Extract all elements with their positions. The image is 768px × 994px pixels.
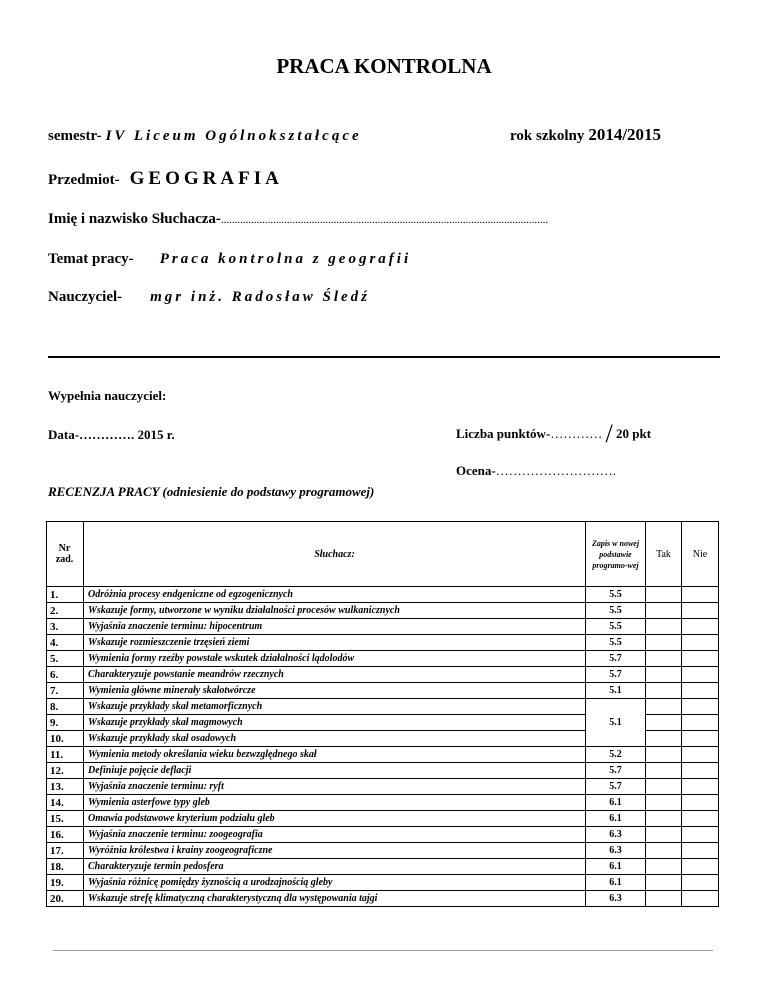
semester-value: IV Liceum Ogólnokształcące: [105, 128, 362, 144]
semester-row: [48, 127, 362, 145]
points-slash: /: [605, 419, 613, 448]
row-no-cell[interactable]: [682, 843, 719, 859]
row-yes-cell[interactable]: [646, 891, 682, 907]
row-nr: 13.: [47, 779, 84, 795]
page-title: PRACA KONTROLNA: [276, 54, 492, 78]
row-code: 6.1: [586, 811, 646, 827]
row-no-cell[interactable]: [682, 587, 719, 603]
row-desc: Wskazuje przykłady skał magmowych: [84, 715, 586, 731]
header-desc: Słuchacz:: [84, 522, 586, 587]
table-row: [47, 587, 719, 603]
row-yes-cell[interactable]: [646, 843, 682, 859]
row-nr: 16.: [47, 827, 84, 843]
row-nr: 9.: [47, 715, 84, 731]
row-nr: 18.: [47, 859, 84, 875]
row-nr: 3.: [47, 619, 84, 635]
row-desc: Wyjaśnia różnicę pomiędzy żyznością a urodzajnością gleby: [84, 875, 586, 891]
review-title: RECENZJA PRACY (odniesienie do podstawy programowej): [48, 484, 375, 499]
row-no-cell[interactable]: [682, 763, 719, 779]
row-nr: 15.: [47, 811, 84, 827]
subject-label: Przedmiot-: [48, 172, 120, 188]
teacher-row: [48, 288, 370, 306]
row-nr: 5.: [47, 651, 84, 667]
row-no-cell[interactable]: [682, 715, 719, 731]
header-no: Nie: [682, 522, 719, 587]
row-code: 5.5: [586, 587, 646, 603]
row-no-cell[interactable]: [682, 811, 719, 827]
table-row: [47, 779, 719, 795]
row-no-cell[interactable]: [682, 683, 719, 699]
row-desc: Wskazuje formy, utworzone w wyniku działalności procesów wulkanicznych: [84, 603, 586, 619]
date-dots: …………. 2015 r.: [79, 427, 175, 442]
row-yes-cell[interactable]: [646, 651, 682, 667]
row-desc: Wymienia główne minerały skałotwórcze: [84, 683, 586, 699]
teacher-label: Nauczyciel-: [48, 289, 123, 305]
row-yes-cell[interactable]: [646, 683, 682, 699]
row-nr: 4.: [47, 635, 84, 651]
row-code: 6.3: [586, 827, 646, 843]
row-no-cell[interactable]: [682, 827, 719, 843]
row-nr: 6.: [47, 667, 84, 683]
school-year-row: [510, 125, 661, 145]
row-yes-cell[interactable]: [646, 779, 682, 795]
row-desc: Wskazuje przykłady skał metamorficznych: [84, 699, 586, 715]
row-desc: Definiuje pojęcie deflacji: [84, 763, 586, 779]
row-desc: Wymienia metody określania wieku bezwzględnego skał: [84, 747, 586, 763]
row-desc: Charakteryzuje termin pedosfera: [84, 859, 586, 875]
row-no-cell[interactable]: [682, 779, 719, 795]
school-year-label: rok szkolny: [510, 128, 585, 144]
row-no-cell[interactable]: [682, 651, 719, 667]
table-row: [47, 875, 719, 891]
table-row: [47, 619, 719, 635]
grade-row: [456, 463, 616, 479]
row-desc: Wskazuje rozmieszczenie trzęsień ziemi: [84, 635, 586, 651]
grade-label: Ocena-: [456, 463, 496, 478]
row-no-cell[interactable]: [682, 875, 719, 891]
date-label: Data-: [48, 427, 80, 442]
points-max: 20 pkt: [616, 426, 652, 441]
row-code: 5.5: [586, 603, 646, 619]
table-row: [47, 795, 719, 811]
row-code: 5.7: [586, 779, 646, 795]
row-nr: 8.: [47, 699, 84, 715]
points-label: Liczba punktów-: [456, 426, 551, 441]
row-code: 5.7: [586, 763, 646, 779]
row-yes-cell[interactable]: [646, 859, 682, 875]
date-row: [48, 427, 175, 443]
row-desc: Wyjaśnia znaczenie terminu: hipocentrum: [84, 619, 586, 635]
row-nr: 14.: [47, 795, 84, 811]
school-year-value: 2014/2015: [588, 125, 662, 144]
horizontal-divider: [48, 356, 720, 358]
row-yes-cell[interactable]: [646, 667, 682, 683]
row-yes-cell[interactable]: [646, 699, 682, 715]
row-code: 5.5: [586, 635, 646, 651]
row-code-merged: 5.1: [586, 699, 646, 747]
footer-divider: [53, 950, 713, 951]
table-row: [47, 683, 719, 699]
row-no-cell[interactable]: [682, 859, 719, 875]
topic-value: Praca kontrolna z geografii: [159, 251, 412, 267]
row-desc: Charakteryzuje powstanie meandrów rzecznych: [84, 667, 586, 683]
row-nr: 1.: [47, 587, 84, 603]
points-dots: …………: [550, 426, 603, 441]
row-no-cell[interactable]: [682, 619, 719, 635]
row-desc: Wyróżnia królestwa i krainy zoogeograficzne: [84, 843, 586, 859]
row-yes-cell[interactable]: [646, 635, 682, 651]
row-code: 6.1: [586, 875, 646, 891]
row-yes-cell[interactable]: [646, 763, 682, 779]
table-row: [47, 891, 719, 907]
row-code: 6.1: [586, 795, 646, 811]
row-desc: Omawia podstawowe kryterium podziału gleb: [84, 811, 586, 827]
row-no-cell[interactable]: [682, 891, 719, 907]
row-nr: 12.: [47, 763, 84, 779]
row-no-cell[interactable]: [682, 667, 719, 683]
semester-label: semestr-: [48, 128, 102, 144]
row-nr: 20.: [47, 891, 84, 907]
row-yes-cell[interactable]: [646, 875, 682, 891]
filled-by-label: Wypełnia nauczyciel:: [48, 388, 167, 403]
row-yes-cell[interactable]: [646, 587, 682, 603]
row-nr: 7.: [47, 683, 84, 699]
header-code: Zapis w nowej podstawie programo-wej: [586, 522, 646, 587]
row-desc: Wymienia asterfowe typy gleb: [84, 795, 586, 811]
row-code: 5.1: [586, 683, 646, 699]
table-row: [47, 635, 719, 651]
review-table: [46, 521, 719, 907]
row-desc: Wskazuje strefę klimatyczną charakterystyczną dla występowania tajgi: [84, 891, 586, 907]
row-yes-cell[interactable]: [646, 811, 682, 827]
row-code: 6.3: [586, 843, 646, 859]
grade-dots: ……………………….: [495, 463, 616, 478]
header-yes: Tak: [646, 522, 682, 587]
table-row: [47, 859, 719, 875]
table-row: [47, 763, 719, 779]
row-no-cell[interactable]: [682, 731, 719, 747]
row-nr: 11.: [47, 747, 84, 763]
row-desc: Wyjaśnia znaczenie terminu: zoogeografia: [84, 827, 586, 843]
row-yes-cell[interactable]: [646, 747, 682, 763]
row-code: 6.1: [586, 859, 646, 875]
row-desc: Wskazuje przykłady skał osadowych: [84, 731, 586, 747]
row-code: 5.7: [586, 651, 646, 667]
row-desc: Wymienia formy rzeźby powstałe wskutek działalności lądolodów: [84, 651, 586, 667]
table-row: [47, 651, 719, 667]
row-nr: 17.: [47, 843, 84, 859]
table-row: [47, 827, 719, 843]
row-desc: Wyjaśnia znaczenie terminu: ryft: [84, 779, 586, 795]
table-row: [47, 603, 719, 619]
row-yes-cell[interactable]: [646, 731, 682, 747]
table-row: [47, 747, 719, 763]
row-no-cell[interactable]: [682, 747, 719, 763]
header-nr: Nr zad.: [47, 522, 84, 587]
student-label: Imię i nazwisko Słuchacza-: [48, 211, 221, 227]
row-yes-cell[interactable]: [646, 603, 682, 619]
topic-label: Temat pracy-: [48, 251, 134, 267]
row-code: 5.7: [586, 667, 646, 683]
points-row: [456, 419, 651, 449]
row-no-cell[interactable]: [682, 795, 719, 811]
row-desc: Odróżnia procesy endgeniczne od egzogenicznych: [84, 587, 586, 603]
row-code: 5.5: [586, 619, 646, 635]
row-nr: 2.: [47, 603, 84, 619]
table-header-row: [47, 522, 719, 587]
row-nr: 10.: [47, 731, 84, 747]
subject-value: GEOGRAFIA: [129, 168, 283, 189]
teacher-value: mgr inż. Radosław Śledź: [150, 289, 371, 305]
row-yes-cell[interactable]: [646, 619, 682, 635]
row-no-cell[interactable]: [682, 603, 719, 619]
row-no-cell[interactable]: [682, 699, 719, 715]
row-yes-cell[interactable]: [646, 715, 682, 731]
row-no-cell[interactable]: [682, 635, 719, 651]
subject-row: [48, 168, 283, 190]
row-yes-cell[interactable]: [646, 827, 682, 843]
student-dots: .......................................................................................................................: [220, 214, 549, 226]
row-yes-cell[interactable]: [646, 795, 682, 811]
table-row: [47, 843, 719, 859]
row-code: 6.3: [586, 891, 646, 907]
row-code: 5.2: [586, 747, 646, 763]
topic-row: [48, 250, 411, 268]
student-row: [48, 210, 548, 228]
row-nr: 19.: [47, 875, 84, 891]
table-row: [47, 699, 719, 715]
table-row: [47, 811, 719, 827]
table-row: [47, 667, 719, 683]
